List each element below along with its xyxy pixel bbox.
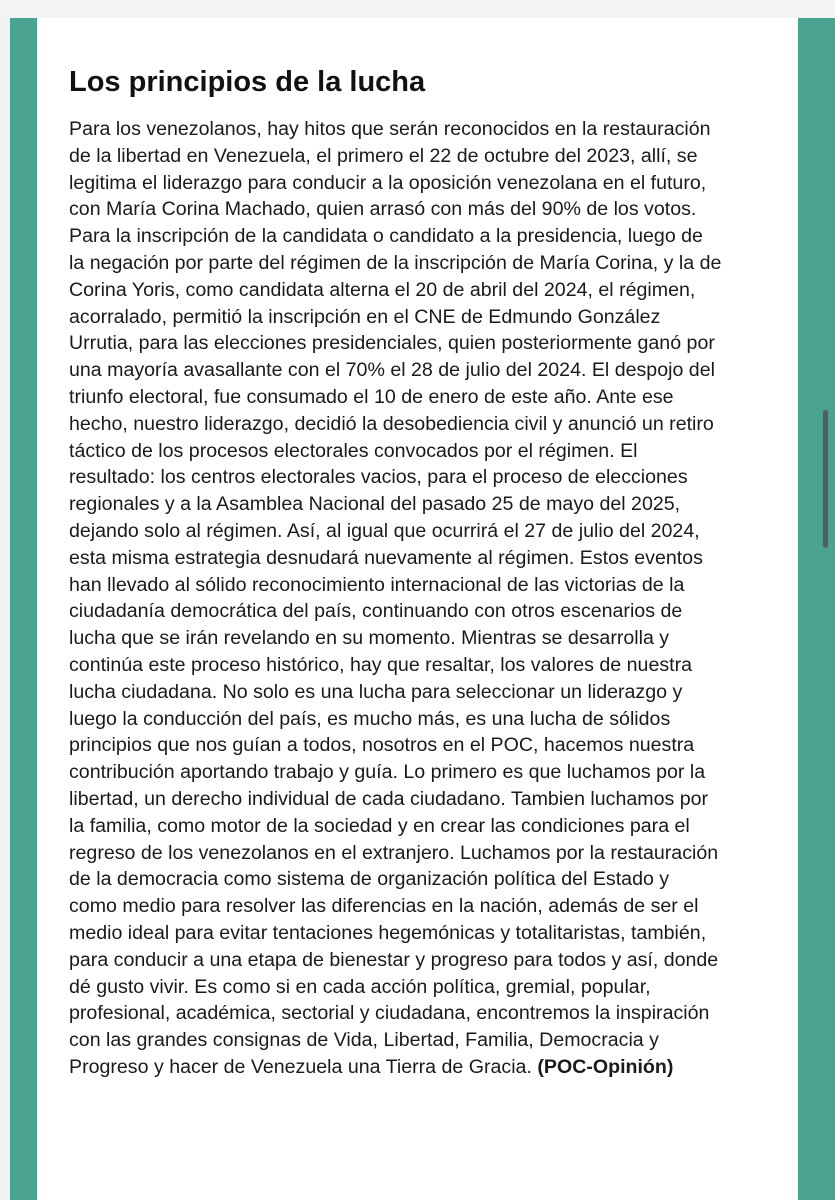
left-side-bar <box>10 18 37 1200</box>
body-line: lucha que se irán revelando en su momento. Mientras se desarrolla y <box>69 627 670 650</box>
body-line: con María Corina Machado, quien arrasó con más del 90% de los votos. <box>69 198 697 221</box>
scrollbar-thumb[interactable] <box>823 410 828 548</box>
body-line: hecho, nuestro liderazgo, decidió la desobediencia civil y anunció un retiro <box>69 412 714 435</box>
body-line: una mayoría avasallante con el 70% el 28 de julio del 2024. El despojo del <box>69 359 715 382</box>
body-last-line <box>69 1054 769 1081</box>
body-line: dejando solo al régimen. Así, al igual que ocurrirá el 27 de julio del 2024, <box>69 519 700 542</box>
body-line: regreso de los venezolanos en el extranjero. Luchamos por la restauración <box>69 841 719 864</box>
body-line: de la libertad en Venezuela, el primero el 22 de octubre del 2023, allí, se <box>69 144 698 167</box>
body-line: Para los venezolanos, hay hitos que serán reconocidos en la restauración <box>69 118 711 140</box>
body-line: lucha ciudadana. No solo es una lucha para seleccionar un liderazgo y <box>69 680 683 703</box>
document-page <box>37 18 798 1200</box>
article-body <box>69 116 769 1081</box>
last-line-text: Progreso y hacer de Venezuela una Tierra de Gracia. <box>69 1055 538 1078</box>
body-line: Urrutia, para las elecciones presidenciales, quien posteriormente ganó por <box>69 332 715 355</box>
body-line: con las grandes consignas de Vida, Libertad, Familia, Democracia y <box>69 1029 659 1052</box>
body-line: para conducir a una etapa de bienestar y progreso para todos y así, donde <box>69 948 719 971</box>
body-line: han llevado al sólido reconocimiento internacional de las victorias de la <box>69 573 685 596</box>
body-line: triunfo electoral, fue consumado el 10 de enero de este año. Ante ese <box>69 385 674 408</box>
body-line: profesional, académica, sectorial y ciudadana, encontremos la inspiración <box>69 1002 710 1025</box>
signature: (POC-Opinión) <box>537 1055 674 1078</box>
body-line: Para la inscripción de la candidata o candidato a la presidencia, luego de <box>69 225 703 248</box>
body-line: acorralado, permitió la inscripción en el CNE de Edmundo González <box>69 305 661 328</box>
body-line: contribución aportando trabajo y guía. Lo primero es que luchamos por la <box>69 761 706 784</box>
body-line: dé gusto vivir. Es como si en cada acción política, gremial, popular, <box>69 975 651 998</box>
body-line: táctico de los procesos electorales convocados por el régimen. El <box>69 439 638 462</box>
body-line: la familia, como motor de la sociedad y en crear las condiciones para el <box>69 814 690 837</box>
right-side-bar <box>798 18 835 1200</box>
body-line: de la democracia como sistema de organización política del Estado y <box>69 868 670 891</box>
body-line: la negación por parte del régimen de la inscripción de María Corina, y la de <box>69 251 722 274</box>
body-line: ciudadanía democrática del país, continuando con otros escenarios de <box>69 600 683 623</box>
body-line: principios que nos guían a todos, nosotros en el POC, hacemos nuestra <box>69 734 695 757</box>
body-line: Corina Yoris, como candidata alterna el 20 de abril del 2024, el régimen, <box>69 278 696 301</box>
body-line: continúa este proceso histórico, hay que resaltar, los valores de nuestra <box>69 653 693 676</box>
top-strip <box>0 0 835 18</box>
body-line: como medio para resolver las diferencias en la nación, además de ser el <box>69 895 699 918</box>
body-line: esta misma estrategia desnudará nuevamente al régimen. Estos eventos <box>69 546 703 569</box>
article-title: Los principios de la lucha <box>69 66 426 98</box>
body-line: legitima el liderazgo para conducir a la oposición venezolana en el futuro, <box>69 171 707 194</box>
body-line: medio ideal para evitar tentaciones hegemónicas y totalitaristas, también, <box>69 921 707 944</box>
body-line: resultado: los centros electorales vacios, para el proceso de elecciones <box>69 466 688 489</box>
body-line: regionales y a la Asamblea Nacional del pasado 25 de mayo del 2025, <box>69 493 681 516</box>
body-line: libertad, un derecho individual de cada ciudadano. Tambien luchamos por <box>69 787 709 810</box>
body-line: luego la conducción del país, es mucho más, es una lucha de sólidos <box>69 707 671 730</box>
